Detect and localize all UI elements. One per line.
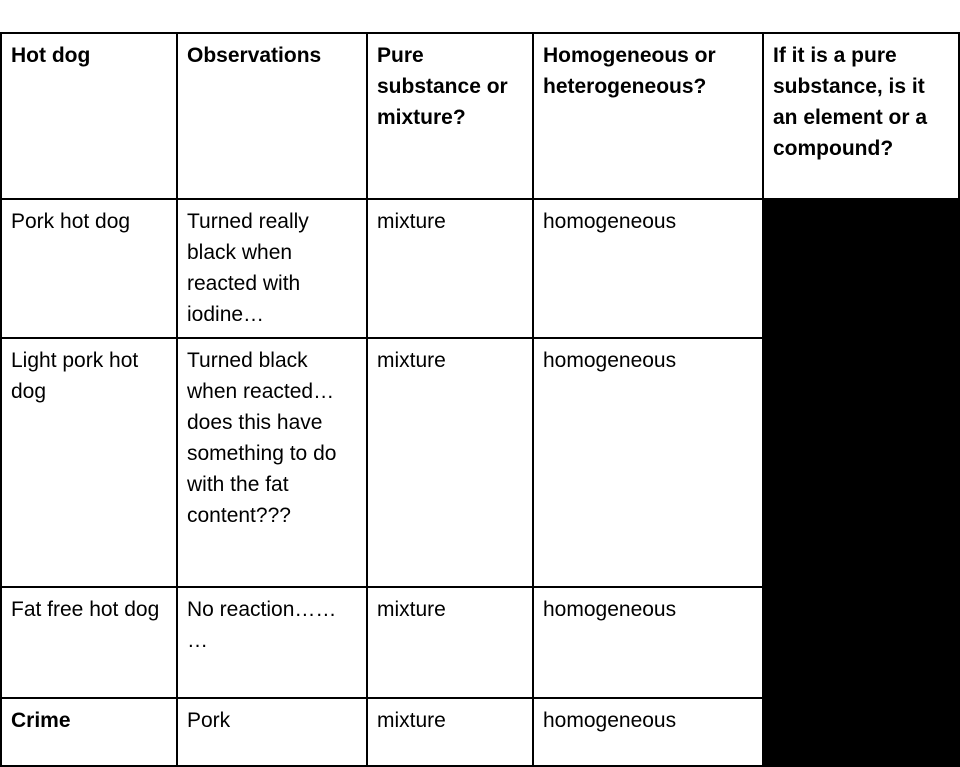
cell-observations: Turned black when reacted… does this have something to do with the fat content??? bbox=[177, 338, 367, 587]
cell-pure-or-mixture: mixture bbox=[367, 199, 533, 338]
hot-dog-observations-table bbox=[0, 32, 960, 767]
header-pure-or-mixture: Pure substance or mixture? bbox=[367, 33, 533, 199]
table-header-row bbox=[1, 33, 959, 199]
cell-homogeneity: homogeneous bbox=[533, 338, 763, 587]
cell-hot-dog: Light pork hot dog bbox=[1, 338, 177, 587]
cell-pure-or-mixture: mixture bbox=[367, 587, 533, 698]
cell-hot-dog: Pork hot dog bbox=[1, 199, 177, 338]
header-hot-dog: Hot dog bbox=[1, 33, 177, 199]
cell-observations: Turned really black when reacted with iodine… bbox=[177, 199, 367, 338]
cell-hot-dog: Fat free hot dog bbox=[1, 587, 177, 698]
cell-hot-dog: Crime bbox=[1, 698, 177, 766]
cell-homogeneity: homogeneous bbox=[533, 587, 763, 698]
cell-observations: Pork bbox=[177, 698, 367, 766]
cell-pure-or-mixture: mixture bbox=[367, 698, 533, 766]
header-observations: Observations bbox=[177, 33, 367, 199]
cell-observations: No reaction…… … bbox=[177, 587, 367, 698]
cell-pure-or-mixture: mixture bbox=[367, 338, 533, 587]
blacked-out-column bbox=[763, 199, 959, 766]
cell-homogeneity: homogeneous bbox=[533, 698, 763, 766]
table-row bbox=[1, 199, 959, 338]
cell-homogeneity: homogeneous bbox=[533, 199, 763, 338]
header-homogeneous-or-heterogeneous: Homogeneous or heterogeneous? bbox=[533, 33, 763, 199]
header-element-or-compound: If it is a pure substance, is it an element or a compound? bbox=[763, 33, 959, 199]
